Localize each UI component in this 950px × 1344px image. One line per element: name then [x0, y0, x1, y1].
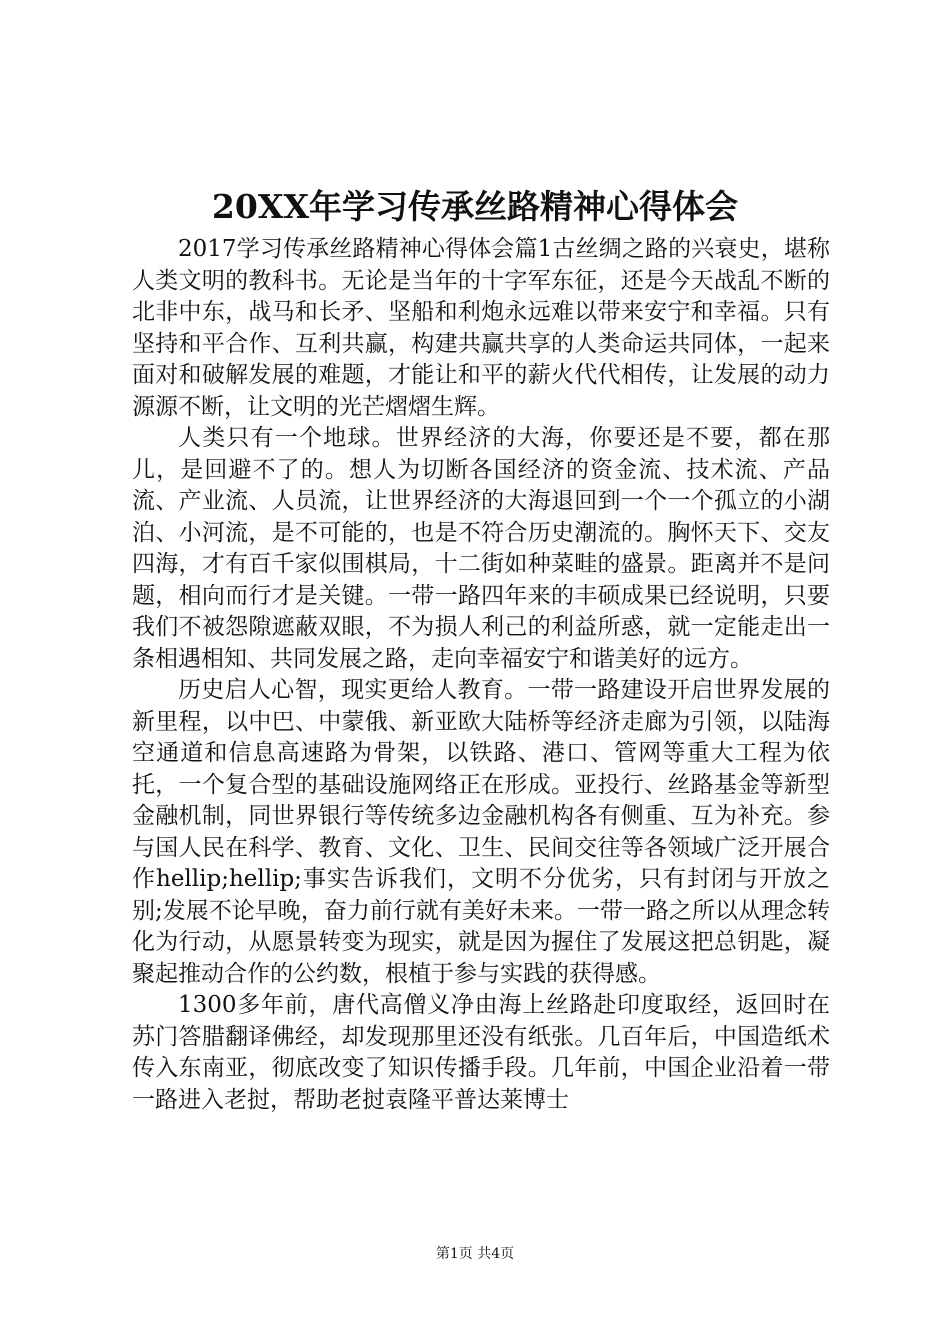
paragraph-3: 历史启人心智，现实更给人教育。一带一路建设开启世界发展的新里程，以中巴、中蒙俄、新亚欧大陆桥等经济走廊为引领，以陆海空通道和信息高速路为骨架，以铁路、港口、管网等重大工程为依托，一个复合型的基础设施网络正在形成。亚投行、丝路基金等新型金融机制，同世界银行等传统多边金融机构各有侧重、互为补充。参与国人民在科学、教育、文化、卫生、民间交往等各领域广泛开展合作hellip;hellip;事实告诉我们，文明不分优劣，只有封闭与开放之别;发展不论早晚，奋力前行就有美好未来。一带一路之所以从理念转化为行动，从愿景转变为现实，就是因为握住了发展这把总钥匙，凝聚起推动合作的公约数，根植于参与实践的获得感。 — [132, 677, 830, 987]
document-body — [132, 234, 830, 1116]
document-title: 20XX年学习传承丝路精神心得体会 — [211, 187, 739, 226]
paragraph-1: 2017学习传承丝路精神心得体会篇1古丝绸之路的兴衰史，堪称人类文明的教科书。无论是当年的十字军东征，还是今天战乱不断的北非中东，战马和长矛、坚船和利炮永远难以带来安宁和幸福。只有坚持和平合作、互利共赢，构建共赢共享的人类命运共同体，一起来面对和破解发展的难题，才能让和平的薪火代代相传，让发展的动力源源不断，让文明的光芒熠熠生辉。 — [132, 236, 830, 420]
page-footer: 第1页 共4页 — [435, 1246, 515, 1262]
paragraph-2: 人类只有一个地球。世界经济的大海，你要还是不要，都在那儿，是回避不了的。想人为切断各国经济的资金流、技术流、产品流、产业流、人员流，让世界经济的大海退回到一个一个孤立的小湖泊、小河流，是不可能的，也是不符合历史潮流的。胸怀天下、交友四海，才有百千家似围棋局，十二街如种菜畦的盛景。距离并不是问题，相向而行才是关键。一带一路四年来的丰硕成果已经说明，只要我们不被怨隙遮蔽双眼，不为损人利己的利益所惑，就一定能走出一条相遇相知、共同发展之路，走向幸福安宁和谐美好的远方。 — [132, 425, 830, 672]
paragraph-4: 1300多年前，唐代高僧义净由海上丝路赴印度取经，返回时在苏门答腊翻译佛经，却发现那里还没有纸张。几百年后，中国造纸术传入东南亚，彻底改变了知识传播手段。几年前，中国企业沿着一带一路进入老挝，帮助老挝袁隆平普达莱博士 — [132, 992, 830, 1113]
